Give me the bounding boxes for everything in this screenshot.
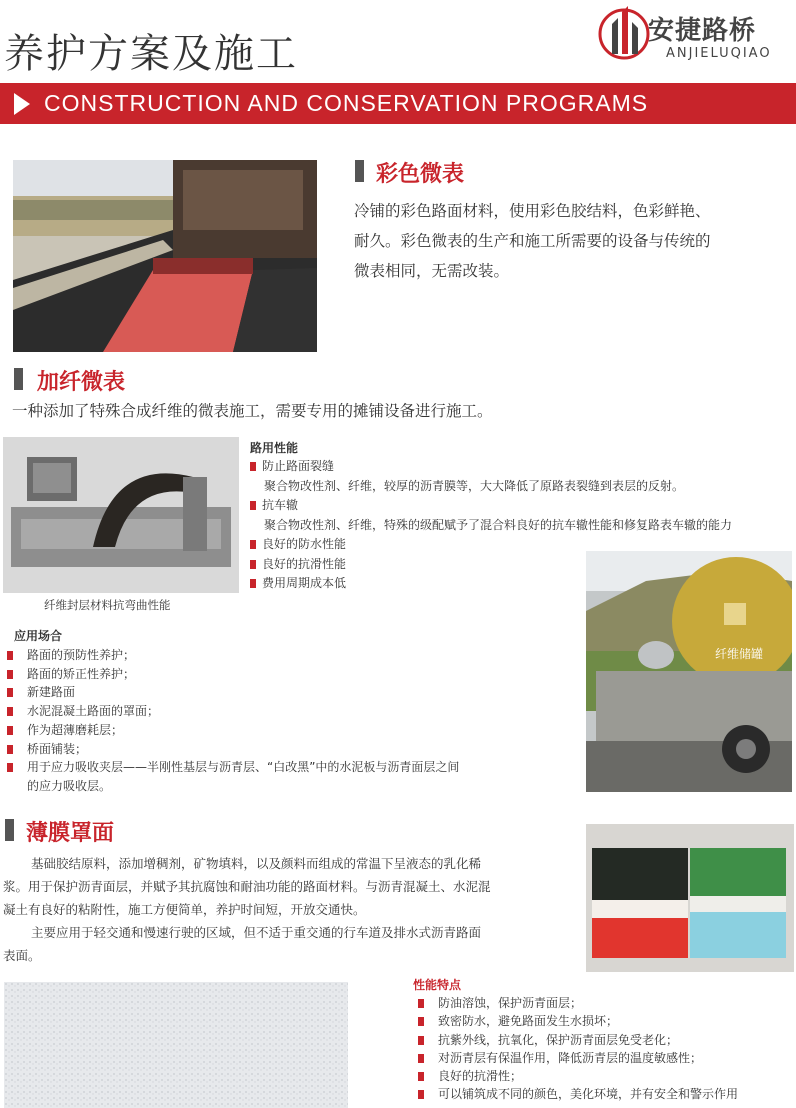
- paragraph-line: 耐久。彩色微表的生产和施工所需要的设备与传统的: [354, 232, 711, 250]
- bullet-icon: [418, 999, 424, 1008]
- bullet-icon: [250, 579, 256, 588]
- image-caption: 纤维封层材料抗弯曲性能: [44, 598, 171, 612]
- bullet-icon: [418, 1054, 424, 1063]
- list-item-continuation: 的应力吸收层。: [27, 778, 112, 793]
- bullet-icon: [7, 651, 13, 660]
- paragraph-line: 浆。用于保护沥青面层，并赋予其抗腐蚀和耐油功能的路面材料。与沥青混凝土、水泥混: [3, 879, 491, 894]
- list-item: 新建路面: [7, 683, 567, 702]
- bullet-icon: [7, 745, 13, 754]
- list-item: 路面的预防性养护；: [7, 646, 567, 665]
- list-item-detail: 聚合物改性剂、纤维，较厚的沥青膜等，大大降低了原路表裂缝到表层的反射。: [264, 478, 685, 493]
- list-item: 路面的矫正性养护；: [7, 665, 567, 684]
- bullet-icon: [418, 1036, 424, 1045]
- bullet-icon: [7, 670, 13, 679]
- list-item: 良好的抗滑性能: [250, 555, 796, 575]
- bullet-icon: [7, 688, 13, 697]
- bullet-icon: [250, 540, 256, 549]
- list-item: 良好的抗滑性；: [418, 1067, 796, 1085]
- paragraph-line: 凝土有良好的粘附性，施工方便简单，养护时间短，开放交通快。: [3, 902, 366, 917]
- list-item: 良好的防水性能: [250, 535, 796, 555]
- company-logo-icon: [598, 4, 650, 60]
- bullet-icon: [250, 501, 256, 510]
- list-item: 可以铺筑成不同的颜色，美化环境，并有安全和警示作用: [418, 1085, 796, 1103]
- list-item: 水泥混凝土路面的罩面；: [7, 702, 567, 721]
- section-marker: [5, 819, 14, 841]
- features-title: 性能特点: [413, 978, 462, 992]
- bullet-icon: [250, 462, 256, 471]
- overlay-description: [3, 852, 563, 967]
- list-item-detail: 聚合物改性剂、纤维，特殊的级配赋予了混合料良好的抗车辙性能和修复路表车辙的能力: [264, 517, 733, 532]
- list-item: 桥面铺装；: [7, 740, 567, 759]
- textured-surface-photo: [4, 982, 348, 1108]
- list-item: 防油溶蚀，保护沥青面层；: [418, 994, 796, 1012]
- paragraph-line: 表面。: [3, 948, 41, 963]
- applications-title: 应用场合: [14, 629, 63, 643]
- applications-list: [7, 646, 567, 796]
- paragraph-line: 主要应用于轻交通和慢速行驶的区域，但不适于重交通的行车道及排水式沥青路面: [31, 925, 482, 940]
- list-item: 致密防水，避免路面发生水损坏；: [418, 1012, 796, 1030]
- bullet-icon: [7, 726, 13, 735]
- fiber-intro: 一种添加了特殊合成纤维的微表施工，需要专用的摊铺设备进行施工。: [12, 402, 493, 420]
- list-item: 对沥青层有保温作用，降低沥青层的温度敏感性；: [418, 1049, 796, 1067]
- logo-text-cn: 安捷路桥: [648, 16, 757, 46]
- color-samples-photo: [586, 824, 794, 972]
- list-item: 费用周期成本低: [250, 574, 796, 594]
- bullet-icon: [418, 1072, 424, 1081]
- paragraph-line: 微表相同，无需改装。: [354, 262, 510, 280]
- banner-arrow-icon: [14, 93, 30, 115]
- bullet-icon: [7, 707, 13, 716]
- color-paving-photo: [13, 160, 317, 352]
- paragraph-line: 冷铺的彩色路面材料，使用彩色胶结料，色彩鲜艳、: [354, 202, 711, 220]
- bullet-icon: [418, 1017, 424, 1026]
- list-item: 抗车辙: [250, 496, 796, 516]
- section-marker: [14, 368, 23, 390]
- truck-label: 纤维储罐: [715, 647, 764, 661]
- list-item: 作为超薄磨耗层；: [7, 721, 567, 740]
- features-list: [418, 994, 796, 1104]
- section-heading-fiber-microsurfacing: 加纤微表: [37, 370, 126, 395]
- list-item: 防止路面裂缝: [250, 457, 796, 477]
- road-performance-title: 路用性能: [250, 441, 299, 455]
- logo-text-en: ANJIELUQIAO: [666, 46, 772, 61]
- banner-title: CONSTRUCTION AND CONSERVATION PROGRAMS: [44, 90, 649, 116]
- bullet-icon: [7, 763, 13, 772]
- section-heading-color-microsurfacing: 彩色微表: [376, 162, 465, 187]
- fiber-tank-truck-photo: [586, 551, 792, 792]
- list-item: 抗紫外线，抗氧化，保护沥青面层免受老化；: [418, 1031, 796, 1049]
- section-marker: [355, 160, 364, 182]
- section-heading-thin-film-overlay: 薄膜罩面: [26, 821, 115, 846]
- paragraph-line: 基础胶结原料，添加增稠剂，矿物填料，以及颜料而组成的常温下呈液态的乳化稀: [31, 856, 482, 871]
- list-item: 用于应力吸收夹层——半刚性基层与沥青层、“白改黑”中的水泥板与沥青面层之间: [7, 758, 567, 777]
- bullet-icon: [418, 1090, 424, 1099]
- page-title: 养护方案及施工: [4, 31, 298, 77]
- bending-test-photo: [3, 437, 239, 593]
- bullet-icon: [250, 560, 256, 569]
